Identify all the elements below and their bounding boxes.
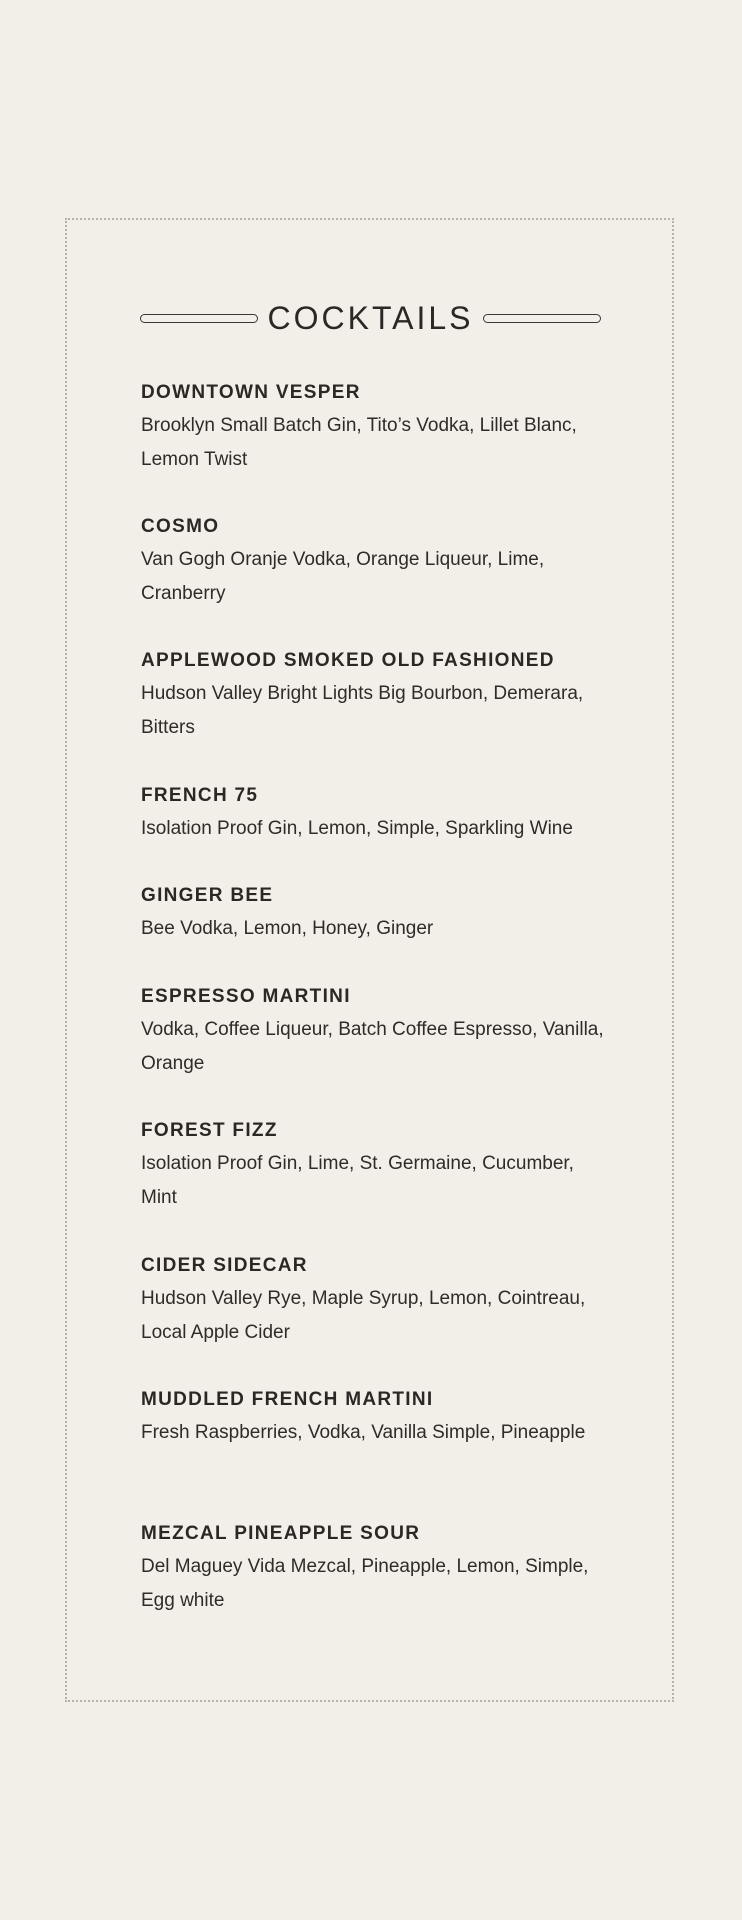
cocktail-item-mezcal-pineapple-sour [141,1521,611,1621]
cocktail-name: ESPRESSO MARTINI [141,986,351,1007]
cocktail-name: COSMO [141,516,220,537]
cocktail-name: DOWNTOWN VESPER [141,382,361,403]
cocktail-description: Isolation Proof Gin, Lemon, Simple, Sparkling Wine [141,818,573,839]
cocktail-description: Bee Vodka, Lemon, Honey, Ginger [141,918,434,939]
cocktail-description: Brooklyn Small Batch Gin, Tito’s Vodka, Lillet Blanc, Lemon Twist [141,415,577,470]
cocktail-item-espresso-martini [141,984,611,1118]
cocktail-list [141,380,611,1621]
cocktails-heading: COCKTAILS [267,300,474,336]
cocktail-item-forest-fizz [141,1118,611,1253]
cocktail-name: APPLEWOOD SMOKED OLD FASHIONED [141,650,555,671]
cocktail-item-downtown-vesper [141,380,611,514]
cocktail-item-applewood-smoked-old-fashioned [141,648,611,783]
cocktail-item-cider-sidecar [141,1253,611,1387]
cocktail-description: Fresh Raspberries, Vodka, Vanilla Simple, Pineapple [141,1422,586,1443]
cocktail-name: FRENCH 75 [141,785,259,806]
cocktail-name: MUDDLED FRENCH MARTINI [141,1389,434,1410]
menu-title [140,296,601,340]
cocktail-item-french-75 [141,783,611,883]
cocktail-name: FOREST FIZZ [141,1120,278,1141]
title-left-rule [140,314,258,323]
cocktail-item-muddled-french-martini [141,1387,611,1521]
cocktail-description: Vodka, Coffee Liqueur, Batch Coffee Espresso, Vanilla, Orange [141,1019,604,1074]
cocktail-description: Isolation Proof Gin, Lime, St. Germaine, Cucumber, Mint [141,1153,574,1208]
cocktail-description: Del Maguey Vida Mezcal, Pineapple, Lemon, Simple, Egg white [141,1556,589,1611]
cocktail-name: GINGER BEE [141,885,274,906]
cocktail-description: Hudson Valley Bright Lights Big Bourbon, Demerara, Bitters [141,683,584,738]
cocktail-name: MEZCAL PINEAPPLE SOUR [141,1523,421,1544]
title-right-rule [483,314,601,323]
cocktail-item-ginger-bee [141,883,611,984]
cocktail-description: Hudson Valley Rye, Maple Syrup, Lemon, Cointreau, Local Apple Cider [141,1288,586,1343]
cocktail-description: Van Gogh Oranje Vodka, Orange Liqueur, Lime, Cranberry [141,549,545,604]
cocktail-name: CIDER SIDECAR [141,1255,308,1276]
cocktail-item-cosmo [141,514,611,648]
